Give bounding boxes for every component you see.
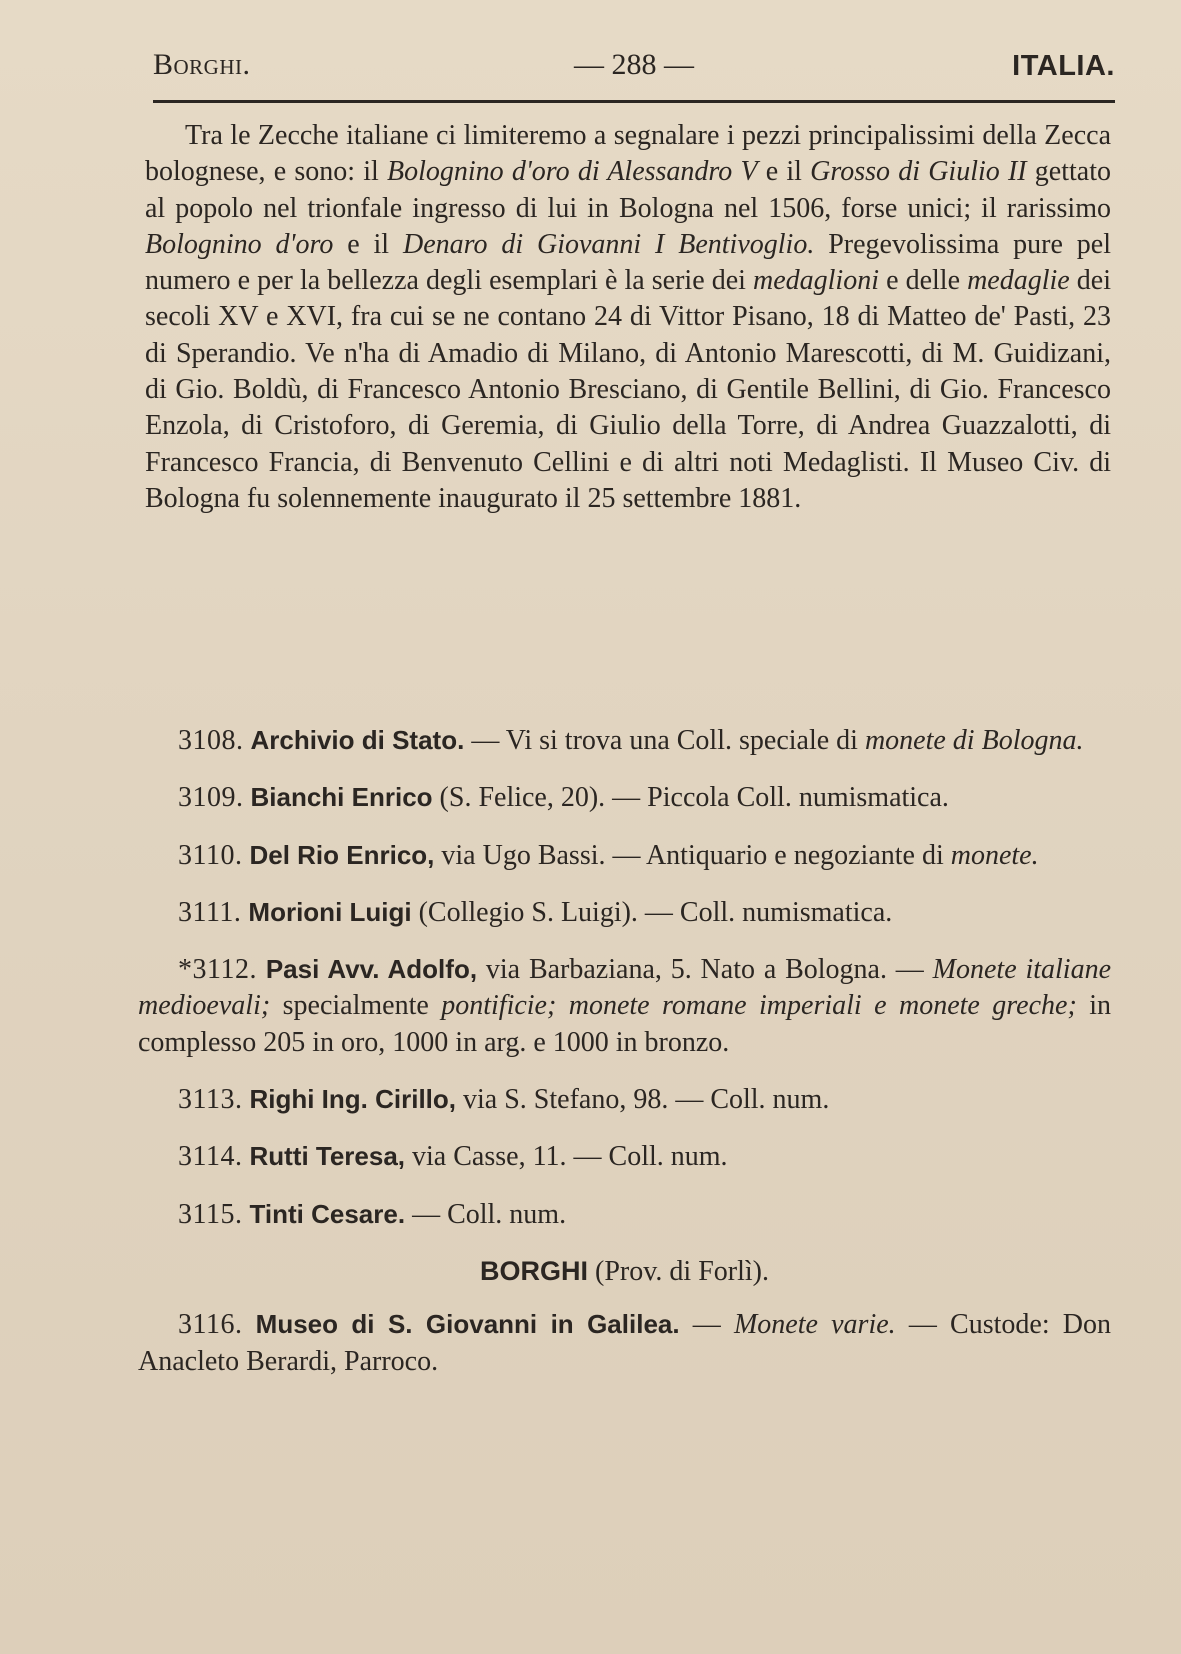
entry-3113	[138, 1081, 1111, 1118]
entry-name: Tinti Cesare.	[249, 1198, 406, 1229]
entry-name: Morioni Luigi	[248, 896, 412, 927]
entry-text: — Vi si trova una Coll. speciale di	[464, 725, 865, 756]
intro-text: e il	[757, 156, 811, 188]
entry-name: Rutti Teresa,	[249, 1141, 406, 1172]
section-heading-province: (Prov. di Forlì).	[588, 1255, 769, 1287]
entry-3112	[138, 951, 1111, 1061]
intro-text: gettato al popolo nel trionfale ingresso di lui in Bologna nel 1506, forse unici; il rarissimo	[145, 156, 1111, 224]
entry-text: (S. Felice, 20). — Piccola Coll. numismatica.	[432, 782, 949, 814]
intro-paragraph-block	[145, 118, 1111, 517]
entry-number: 3109.	[178, 782, 244, 814]
entry-text: via Ugo Bassi. — Antiquario e negoziante di	[434, 839, 951, 871]
section-heading	[138, 1253, 1111, 1290]
entry-italic: Monete italiane medioevali;	[138, 954, 1111, 1022]
entry-text: (Collegio S. Luigi). — Coll. numismatica.	[411, 896, 893, 928]
entry-name: Bianchi Enrico	[250, 782, 433, 813]
entry-number: *3112.	[178, 954, 257, 986]
intro-text: Tra le Zecche italiane ci limiteremo a segnalare i pezzi principalissimi della Zecca bolognese, e sono: il	[145, 120, 1111, 188]
intro-paragraph	[145, 118, 1111, 517]
entry-3109	[138, 779, 1111, 816]
entry-text: specialmente	[270, 990, 442, 1022]
entry-number: 3115.	[178, 1198, 243, 1230]
entry-name: Pasi Avv. Adolfo,	[265, 954, 478, 985]
entry-number: 3108.	[178, 725, 244, 756]
entry-text: — Coll. num.	[405, 1198, 567, 1230]
header-section-name: Borghi.	[153, 48, 251, 81]
entry-3114	[138, 1138, 1111, 1175]
entry-text: via Barbaziana, 5. Nato a Bologna. —	[477, 954, 933, 986]
entry-italic: Monete varie.	[733, 1309, 896, 1341]
entry-text: — Custode: Don Anacleto Berardi, Parroco.	[138, 1309, 1112, 1377]
entry-italic: monete.	[950, 839, 1039, 871]
entry-text: —	[679, 1309, 734, 1341]
entry-name: Righi Ing. Cirillo,	[249, 1084, 457, 1115]
entry-italic: monete di Bologna.	[864, 725, 1084, 756]
intro-text: e il	[333, 228, 403, 260]
section-heading-name: BORGHI	[480, 1255, 589, 1286]
entry-name: Del Rio Enrico,	[249, 839, 435, 870]
entry-name: Archivio di Stato.	[250, 725, 465, 755]
intro-italic: Denaro di Giovanni I Bentivoglio.	[402, 228, 815, 260]
header-page-number: — 288 —	[574, 48, 694, 81]
entry-number: 3113.	[178, 1084, 243, 1116]
intro-text: e delle	[879, 265, 968, 297]
entry-text: via S. Stefano, 98. — Coll. num.	[456, 1084, 830, 1116]
intro-italic: Bolognino d'oro di Alessandro V	[386, 156, 758, 188]
running-header	[153, 48, 1115, 92]
entry-italic: pontificie; monete romane imperiali e monete greche;	[441, 990, 1077, 1022]
entry-text: in complesso 205 in oro, 1000 in arg. e 1000 in bronzo.	[138, 990, 1112, 1058]
header-rule	[153, 100, 1115, 103]
entry-number: 3110.	[178, 839, 243, 871]
intro-italic: Bolognino d'oro	[145, 228, 334, 260]
intro-italic: medaglie	[967, 265, 1070, 297]
entry-name: Museo di S. Giovanni in Galilea.	[255, 1309, 680, 1340]
entry-list	[138, 722, 1111, 1400]
intro-text: dei secoli XV e XVI, fra cui se ne contano 24 di Vittor Pisano, 18 di Matteo de' Pasti, 23 di Sperandio. Ve n'ha di Amadio di Milano, di Antonio Marescotti, di M. Guidizani, di Gio. Boldù, di Francesco Antonio Bresciano, di Gentile Bellini, di Gio. Francesco Enzola, di Cristoforo, di Geremia, di Giulio della Torre, di Andrea Guazzalotti, di Francesco Francia, di Benvenuto Cellini e di altri noti Medaglisti. Il Museo Civ. di Bologna fu solennemente inaugurato il 25 settembre 1881.	[145, 265, 1112, 514]
entry-number: 3114.	[178, 1141, 243, 1173]
entry-text: via Casse, 11. — Coll. num.	[405, 1141, 728, 1173]
entry-number: 3111.	[178, 896, 242, 928]
entry-3116	[138, 1306, 1111, 1380]
entry-3115	[138, 1196, 1111, 1233]
header-country: ITALIA.	[1012, 50, 1115, 82]
entry-3111	[138, 894, 1111, 931]
entry-3110	[138, 837, 1111, 874]
intro-italic: Grosso di Giulio II	[810, 156, 1027, 188]
intro-text: Pregevolissima pure pel numero e per la bellezza degli esemplari è la serie dei	[145, 228, 1111, 297]
intro-italic: medaglioni	[753, 265, 879, 297]
entry-3108	[138, 722, 1111, 759]
entry-number: 3116.	[178, 1309, 243, 1341]
